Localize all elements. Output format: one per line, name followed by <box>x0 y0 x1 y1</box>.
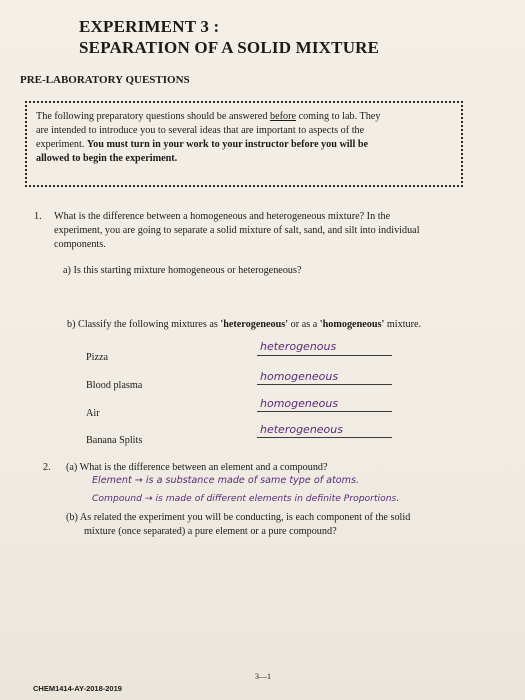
q1-part-b: b) Classify the following mixtures as 'heterogeneous' or as a 'homogeneous' mixture. <box>67 319 422 330</box>
q2-handwritten-compound: Compound → is made of different elements in definite Proportions. <box>92 493 400 504</box>
course-code: CHEM1414-AY-2018-2019 <box>33 684 122 693</box>
title-line-2: SEPARATION OF A SOLID MIXTURE <box>79 38 380 57</box>
q1-part-a: a) Is this starting mixture homogeneous or heterogeneous? <box>63 265 302 276</box>
answer-line-blood-plasma <box>257 384 392 385</box>
q1-line-2: experiment, you are going to separate a solid mixture of salt, sand, and silt into individual <box>54 225 420 236</box>
q2-part-b-line-2: mixture (once separated) a pure element or a pure compound? <box>84 526 337 537</box>
section-heading: PRE-LABORATORY QUESTIONS <box>20 74 190 86</box>
q1-number: 1. <box>34 211 42 222</box>
q2-number: 2. <box>43 462 51 473</box>
answer-blood-plasma: homogeneous <box>260 370 339 383</box>
answer-line-banana-splits <box>257 437 392 438</box>
q1-line-3: components. <box>54 239 106 250</box>
answer-pizza: heterogenous <box>260 340 337 353</box>
mixture-label-pizza: Pizza <box>86 352 109 363</box>
q2-handwritten-element: Element → is a substance made of same type of atoms. <box>92 475 360 486</box>
answer-line-pizza <box>257 355 392 356</box>
q2-part-a: (a) What is the difference between an element and a compound? <box>66 462 328 473</box>
notice-line-1: The following preparatory questions should be answered before coming to lab. They <box>36 111 381 122</box>
mixture-label-banana-splits: Banana Splits <box>86 435 143 446</box>
notice-line-2: are intended to introduce you to several ideas that are important to aspects of the <box>36 125 365 136</box>
answer-air: homogeneous <box>260 397 339 410</box>
notice-line-4: allowed to begin the experiment. <box>36 153 178 164</box>
mixture-label-blood-plasma: Blood plasma <box>86 380 143 391</box>
title-line-1: EXPERIMENT 3 : <box>79 17 220 36</box>
page-number: 3—1 <box>255 672 271 681</box>
q2-part-b-line-1: (b) As related the experiment you will be conducting, is each component of the solid <box>66 512 411 523</box>
answer-banana-splits: heterogeneous <box>260 423 343 436</box>
mixture-label-air: Air <box>86 408 100 419</box>
q1-line-1: What is the difference between a homogeneous and heterogeneous mixture? In the <box>54 211 391 222</box>
answer-line-air <box>257 411 392 412</box>
notice-line-3: experiment. You must turn in your work to your instructor before you will be <box>36 139 369 150</box>
